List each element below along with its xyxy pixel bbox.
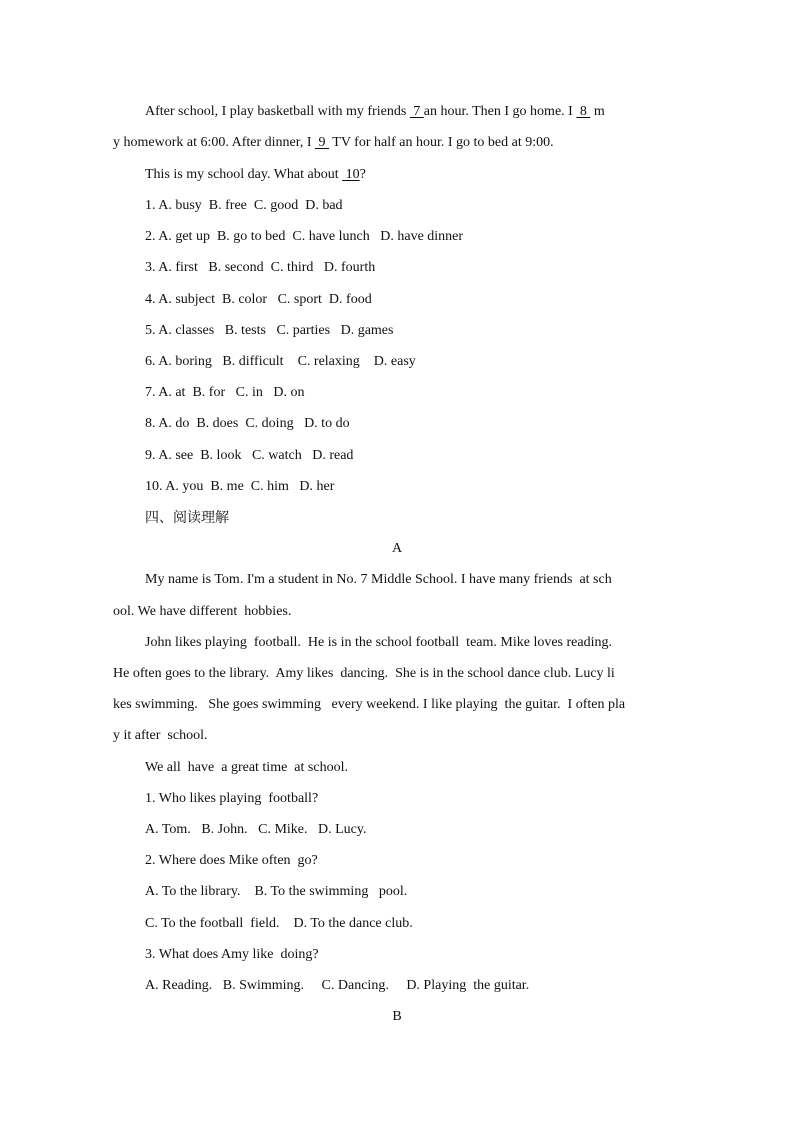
question: 2. Where does Mike often go? xyxy=(145,853,318,868)
passage-line: kes swimming. She goes swimming every weekend. I like playing the guitar. I often pla xyxy=(113,697,626,712)
text: ? xyxy=(359,167,366,182)
passage-line xyxy=(113,133,554,153)
question: 3. What does Amy like doing? xyxy=(145,947,319,962)
passage-line: y it after school. xyxy=(113,728,208,743)
text: y homework at 6:00. After dinner, I xyxy=(113,135,316,150)
option-line: 3. A. first B. second C. third D. fourth xyxy=(145,260,376,275)
answer-options: A. Reading. B. Swimming. C. Dancing. D. Playing the guitar. xyxy=(145,978,530,993)
text: After school, I play basketball with my friends xyxy=(145,104,410,119)
option-line: 6. A. boring B. difficult C. relaxing D. easy xyxy=(145,354,416,369)
passage-line xyxy=(145,165,366,185)
passage-line: My name is Tom. I'm a student in No. 7 Middle School. I have many friends at sch xyxy=(145,572,612,587)
blank-8: 8 xyxy=(576,104,591,119)
option-line: 2. A. get up B. go to bed C. have lunch D. have dinner xyxy=(145,229,464,244)
passage-line: John likes playing football. He is in the school football team. Mike loves reading. xyxy=(145,635,612,650)
answer-options: C. To the football field. D. To the dance club. xyxy=(145,916,413,931)
text: TV for half an hour. I go to bed at 9:00. xyxy=(329,135,554,150)
passage-line: We all have a great time at school. xyxy=(145,760,348,775)
passage-line xyxy=(145,102,605,122)
option-line: 9. A. see B. look C. watch D. read xyxy=(145,448,354,463)
text: This is my school day. What about xyxy=(145,167,343,182)
passage-label-a: A xyxy=(391,541,403,556)
blank-7: 7 xyxy=(409,104,424,119)
option-line: 10. A. you B. me C. him D. her xyxy=(145,479,335,494)
passage-line: He often goes to the library. Amy likes dancing. She is in the school dance club. Lucy li xyxy=(113,666,615,681)
text: m xyxy=(590,104,605,119)
answer-options: A. To the library. B. To the swimming pool. xyxy=(145,884,408,899)
section-heading: 四、阅读理解 xyxy=(145,510,229,526)
passage-line: ool. We have different hobbies. xyxy=(113,604,292,619)
text: an hour. Then I go home. I xyxy=(423,104,577,119)
option-line: 7. A. at B. for C. in D. on xyxy=(145,385,305,400)
answer-options: A. Tom. B. John. C. Mike. D. Lucy. xyxy=(145,822,367,837)
passage-label-b: B xyxy=(392,1009,402,1024)
blank-10: 10 xyxy=(342,167,360,182)
option-line: 8. A. do B. does C. doing D. to do xyxy=(145,416,350,431)
option-line: 1. A. busy B. free C. good D. bad xyxy=(145,198,343,213)
option-line: 4. A. subject B. color C. sport D. food xyxy=(145,292,372,307)
option-line: 5. A. classes B. tests C. parties D. games xyxy=(145,323,394,338)
blank-9: 9 xyxy=(315,135,330,150)
question: 1. Who likes playing football? xyxy=(145,791,319,806)
